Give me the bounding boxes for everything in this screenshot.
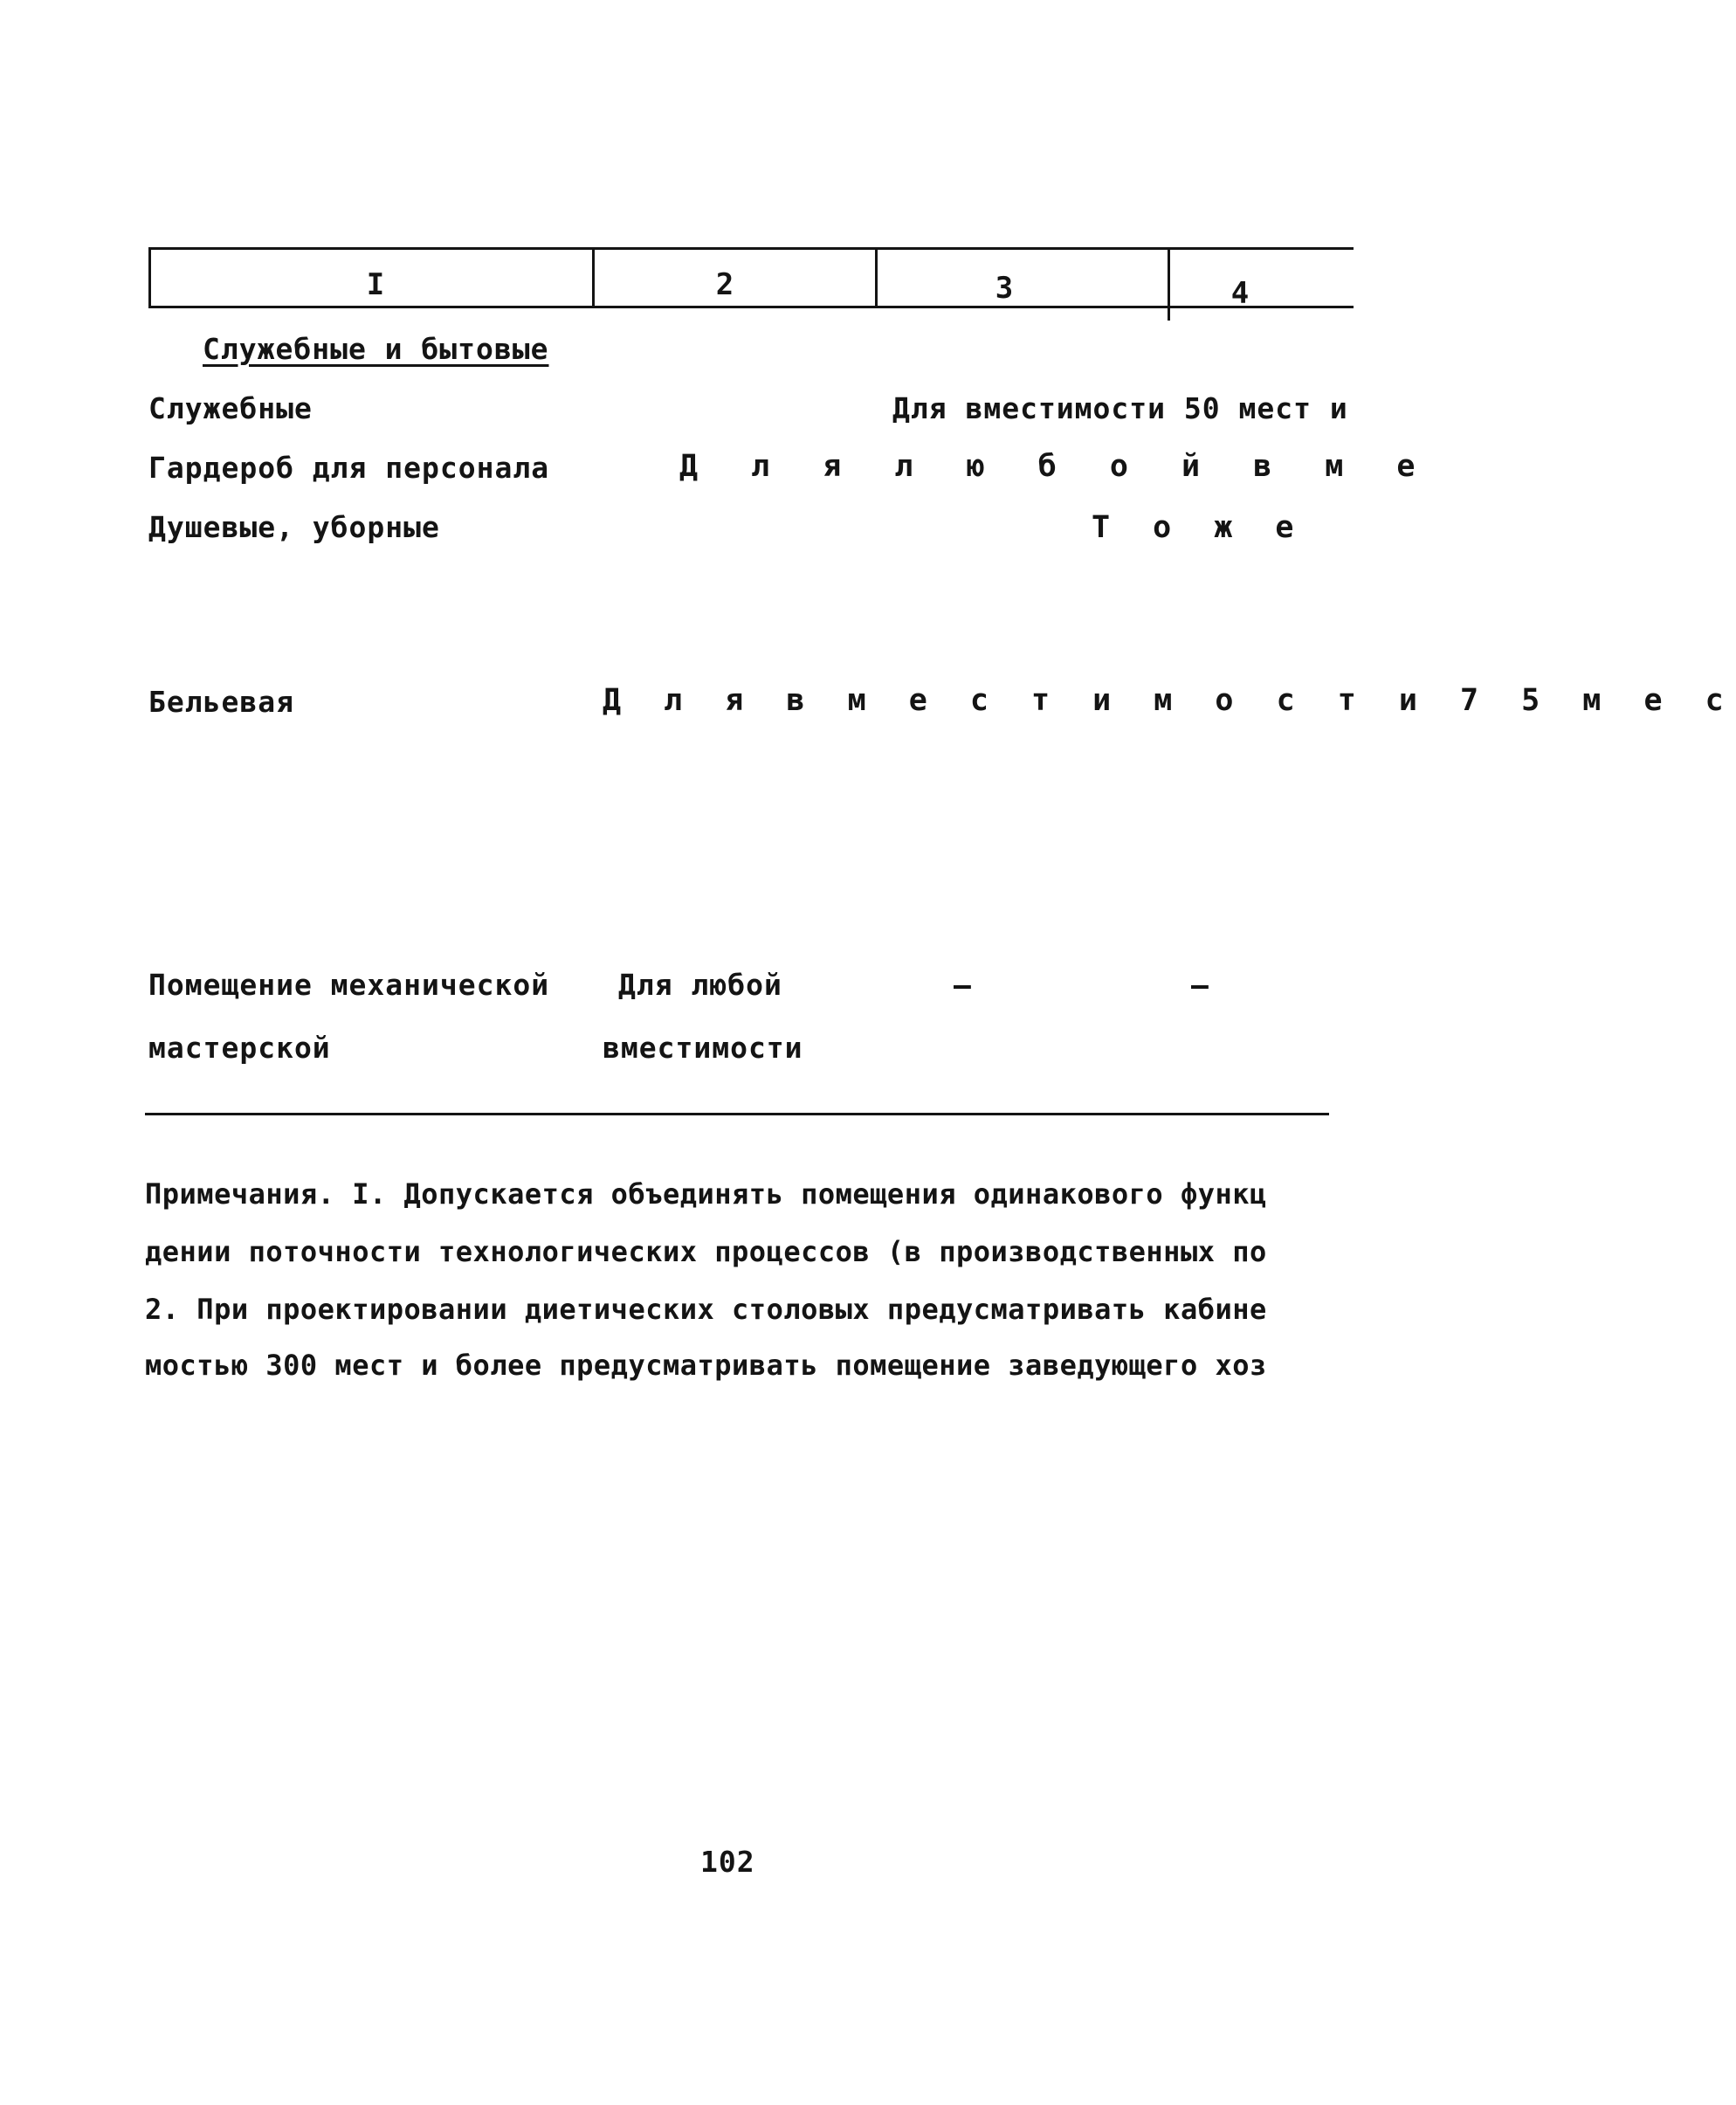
row-col3-workshop-dash: –: [954, 968, 972, 1002]
row-spec-wardrobe: Д л я л ю б о й в м е: [679, 449, 1433, 484]
notes-separator: [145, 1113, 1329, 1115]
table-header-left-border: [148, 247, 151, 308]
page-number: 102: [700, 1845, 755, 1879]
column-number-2: 2: [715, 267, 734, 302]
note-line-3: 2. При проектировании диетических столовых предусматривать кабине: [145, 1293, 1267, 1326]
row-spec-linen: Д л я в м е с т и м о с т и 7 5 м е с: [603, 683, 1736, 718]
row-name-workshop-line2: мастерской: [148, 1031, 331, 1065]
row-col2-workshop-line1: Для любой: [618, 968, 782, 1002]
table-col-divider-2: [875, 247, 878, 308]
row-name-showers: Душевые, уборные: [148, 510, 440, 544]
column-number-3: 3: [995, 271, 1014, 306]
table-header-top-border: [148, 247, 1354, 250]
row-name-workshop-line1: Помещение механической: [148, 968, 550, 1002]
row-spec-staff: Для вместимости 50 мест и: [892, 391, 1348, 425]
row-name-linen: Бельевая: [148, 685, 294, 719]
table-header-bottom-border: [148, 306, 1354, 308]
row-col2-workshop-line2: вместимости: [603, 1031, 803, 1065]
note-line-2: дении поточности технологических процессов (в производственных по: [145, 1235, 1267, 1268]
row-col4-workshop-dash: –: [1191, 968, 1209, 1002]
table-col-divider-1: [592, 247, 595, 308]
row-name-wardrobe: Гардероб для персонала: [148, 451, 550, 485]
column-number-4: 4: [1230, 276, 1250, 311]
table-col-divider-3: [1168, 247, 1170, 321]
note-line-4: мостью 300 мест и более предусматривать помещение заведующего хоз: [145, 1349, 1267, 1382]
section-title: Служебные и бытовые: [203, 332, 549, 366]
row-name-staff: Служебные: [148, 391, 313, 425]
note-line-1: Примечания. I. Допускается объединять помещения одинакового функц: [145, 1177, 1267, 1211]
row-spec-showers: Т о ж е: [1092, 510, 1306, 545]
column-number-1: I: [366, 267, 385, 302]
